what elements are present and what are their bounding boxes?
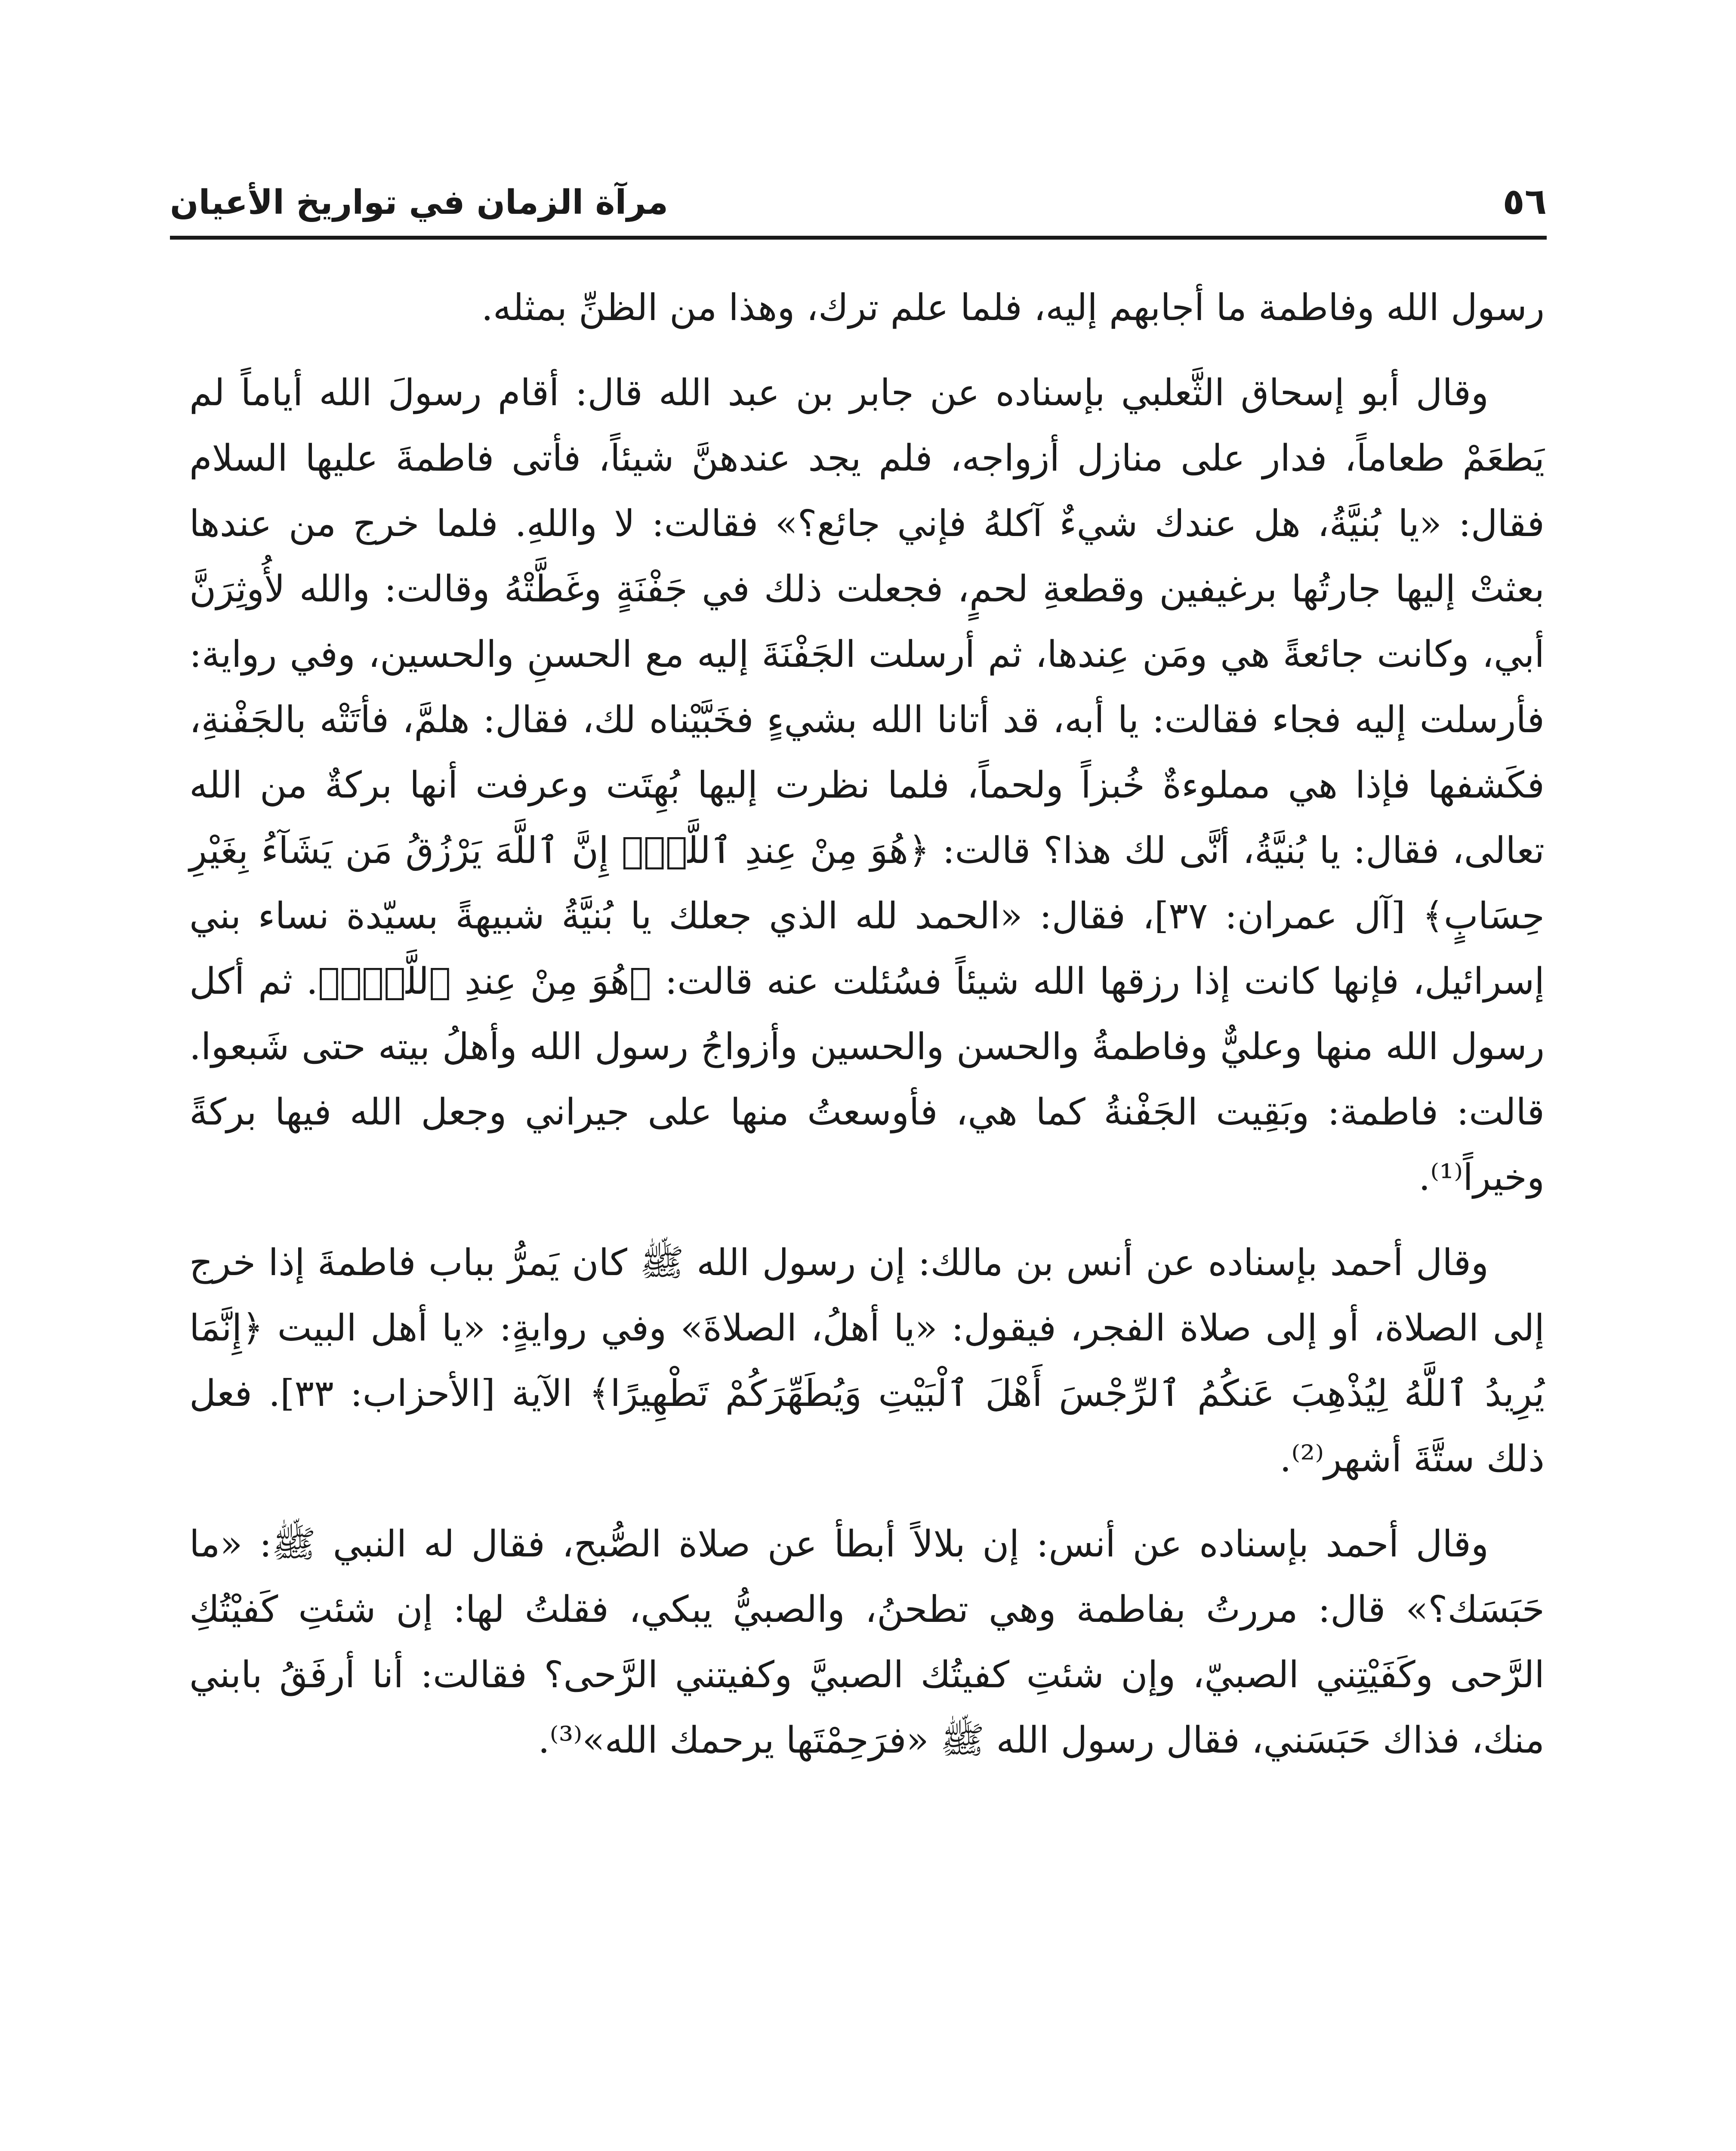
page-header [170,159,1547,232]
paragraph: وقال أحمد بإسناده عن أنس بن مالك: إن رسول الله ﷺ كان يَمرُّ بباب فاطمةَ إذا خرج إلى الصلاة، أو إلى صلاة الفجر، فيقول: «يا أهلُ، الصلاةَ» وفي روايةٍ: «يا أهل البيت ﴿إِنَّمَا يُرِيدُ ٱللَّهُ لِيُذْهِبَ عَنكُمُ ٱلرِّجْسَ أَهْلَ ٱلْبَيْتِ وَيُطَهِّرَكُمْ تَطْهِيرًا﴾ الآية [الأحزاب: ٣٣]. فعل ذلك ستَّةَ أشهر⁽²⁾. [189,1242,1545,1480]
paragraph: رسول الله وفاطمة ما أجابهم إليه، فلما علم ترك، وهذا من الظنِّ بمثله. [481,287,1545,329]
main-text [189,275,1545,1793]
paragraph: وقال أبو إسحاق الثَّعلبي بإسناده عن جابر بن عبد الله قال: أقام رسولَ الله أياماً لم يَطعَمْ طعاماً، فدار على منازل أزواجه، فلم يجد عندهنَّ شيئاً، فأتى فاطمةَ عليها السلام فقال: «يا بُنيَّةُ، هل عندك شيءٌ آكلهُ فإني جائع؟» فقالت: لا واللهِ. فلما خرج من عندها بعثتْ إليها جارتُها برغيفين وقطعةِ لحمٍ، فجعلت ذلك في جَفْنَةٍ وغَطَّتْهُ وقالت: والله لأُوثِرَنَّ أبي، وكانت جائعةً هي ومَن عِندها، ثم أرسلت الجَفْنَةَ إليه مع الحسنِ والحسين، وفي رواية: فأرسلت إليه فجاء فقالت: يا أبه، قد أتانا الله بشيءٍ فخَبَّيْناه لك، فقال: هلمَّ، فأتَتْه بالجَفْنةِ، فكَشفها فإذا هي مملوءةٌ خُبزاً ولحماً، فلما نظرت إليها بُهِتَت وعرفت أنها بركةٌ من الله تعالى، فقال: يا بُنيَّةُ، أنَّى لك هذا؟ قالت: ﴿هُوَ مِنْ عِندِ ٱللَّهِۖ إِنَّ ٱللَّهَ يَرْزُقُ مَن يَشَآءُ بِغَيْرِ حِسَابٍ﴾ [آل عمران: ٣٧]، فقال: «الحمد لله الذي جعلك يا بُنيَّةُ شبيهةً بسيّدة نساء بني إسرائيل، فإنها كانت إذا رزقها الله شيئاً فسُئلت عنه قالت: ﴿هُوَ مِنْ عِندِ ٱللَّهِۖ﴾. ثم أكل رسول الله منها وعليٌّ وفاطمةُ والحسن والحسين وأزواجُ رسول الله وأهلُ بيته حتى شَبعوا. قالت: فاطمة: وبَقِيت الجَفْنةُ كما هي، فأوسعتُ منها على جيراني وجعل الله فيها بركةً وخيراً⁽¹⁾. [189,372,1545,1199]
page-number: ٥٦ [1502,180,1547,222]
header-divider [170,236,1547,240]
book-title: مرآة الزمان في تواريخ الأعيان [170,183,669,222]
paragraph: وقال أحمد بإسناده عن أنس: إن بلالاً أبطأ عن صلاة الصُّبح، فقال له النبي ﷺ: «ما حَبَسَك؟» قال: مررتُ بفاطمة وهي تطحنُ، والصبيُّ يبكي، فقلتُ لها: إن شئتِ كَفيْتُكِ الرَّحى وكَفَيْتِني الصبيّ، وإن شئتِ كفيتُك الصبيَّ وكفيتني الرَّحى؟ فقالت: أنا أرفَقُ بابني منك، فذاك حَبَسَني، فقال رسول الله ﷺ «فرَحِمْتَها يرحمك الله»⁽³⁾. [189,1523,1545,1762]
